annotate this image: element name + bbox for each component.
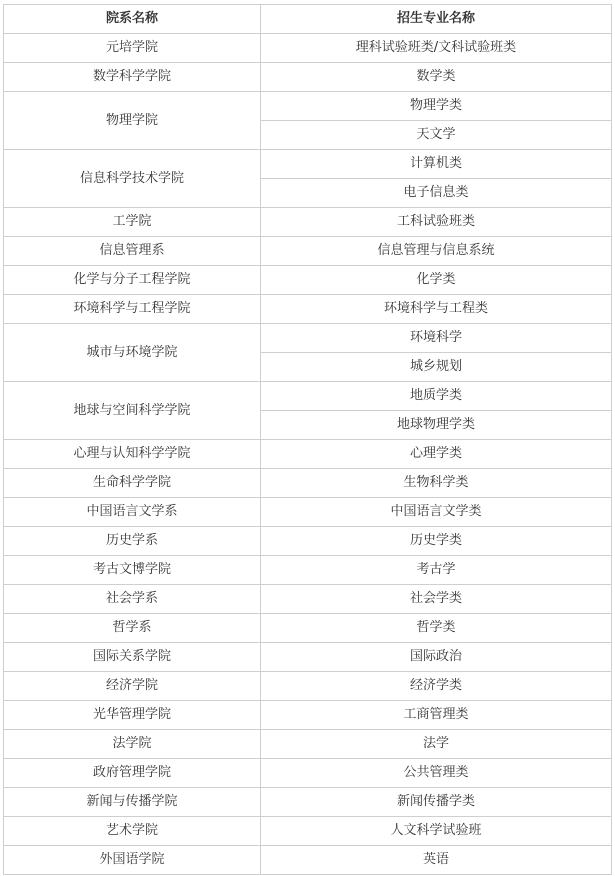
table-row [4,556,612,585]
college-cell: 历史学系 [4,527,261,556]
table-row [4,440,612,469]
major-cell: 法学 [261,730,612,759]
major-cell: 化学类 [261,266,612,295]
college-cell: 生命科学学院 [4,469,261,498]
college-cell: 法学院 [4,730,261,759]
table-row [4,237,612,266]
major-cell: 历史学类 [261,527,612,556]
major-cell: 社会学类 [261,585,612,614]
college-cell: 环境科学与工程学院 [4,295,261,324]
major-cell: 经济学类 [261,672,612,701]
table-row [4,498,612,527]
table-row [4,846,612,875]
table-row [4,34,612,63]
major-cell: 工科试验班类 [261,208,612,237]
college-cell: 化学与分子工程学院 [4,266,261,295]
major-cell: 人文科学试验班 [261,817,612,846]
college-cell: 国际关系学院 [4,643,261,672]
major-column-header: 招生专业名称 [261,5,612,34]
major-cell: 环境科学 [261,324,612,353]
college-cell: 信息管理系 [4,237,261,266]
table-row [4,701,612,730]
table-row [4,208,612,237]
major-cell: 公共管理类 [261,759,612,788]
college-cell: 光华管理学院 [4,701,261,730]
major-cell: 国际政治 [261,643,612,672]
table-row [4,63,612,92]
table-body [4,34,612,875]
major-cell: 生物科学类 [261,469,612,498]
major-cell: 物理学类 [261,92,612,121]
college-cell: 政府管理学院 [4,759,261,788]
college-cell: 哲学系 [4,614,261,643]
table-row [4,759,612,788]
table-row [4,92,612,121]
major-cell: 电子信息类 [261,179,612,208]
college-column-header: 院系名称 [4,5,261,34]
college-cell: 外国语学院 [4,846,261,875]
table-row [4,324,612,353]
major-cell: 工商管理类 [261,701,612,730]
major-cell: 计算机类 [261,150,612,179]
college-cell: 物理学院 [4,92,261,150]
major-cell: 理科试验班类/文科试验班类 [261,34,612,63]
table-row [4,585,612,614]
major-cell: 城乡规划 [261,353,612,382]
header-row [4,5,612,34]
college-cell: 考古文博学院 [4,556,261,585]
college-cell: 地球与空间科学学院 [4,382,261,440]
college-cell: 元培学院 [4,34,261,63]
table-row [4,469,612,498]
college-cell: 城市与环境学院 [4,324,261,382]
college-cell: 中国语言文学系 [4,498,261,527]
major-cell: 天文学 [261,121,612,150]
table-row [4,382,612,411]
major-cell: 数学类 [261,63,612,92]
major-cell: 新闻传播学类 [261,788,612,817]
table-row [4,614,612,643]
college-cell: 信息科学技术学院 [4,150,261,208]
admissions-table [3,4,612,875]
table-row [4,266,612,295]
major-cell: 地质学类 [261,382,612,411]
major-cell: 信息管理与信息系统 [261,237,612,266]
college-cell: 新闻与传播学院 [4,788,261,817]
college-cell: 数学科学学院 [4,63,261,92]
major-cell: 心理学类 [261,440,612,469]
major-cell: 英语 [261,846,612,875]
major-cell: 环境科学与工程类 [261,295,612,324]
major-cell: 中国语言文学类 [261,498,612,527]
college-cell: 工学院 [4,208,261,237]
table-row [4,672,612,701]
table-row [4,295,612,324]
table-row [4,643,612,672]
major-cell: 地球物理学类 [261,411,612,440]
table-row [4,150,612,179]
college-cell: 社会学系 [4,585,261,614]
table-row [4,817,612,846]
college-cell: 心理与认知科学学院 [4,440,261,469]
table-row [4,527,612,556]
table-row [4,788,612,817]
major-cell: 哲学类 [261,614,612,643]
table-row [4,730,612,759]
college-cell: 艺术学院 [4,817,261,846]
major-cell: 考古学 [261,556,612,585]
college-cell: 经济学院 [4,672,261,701]
